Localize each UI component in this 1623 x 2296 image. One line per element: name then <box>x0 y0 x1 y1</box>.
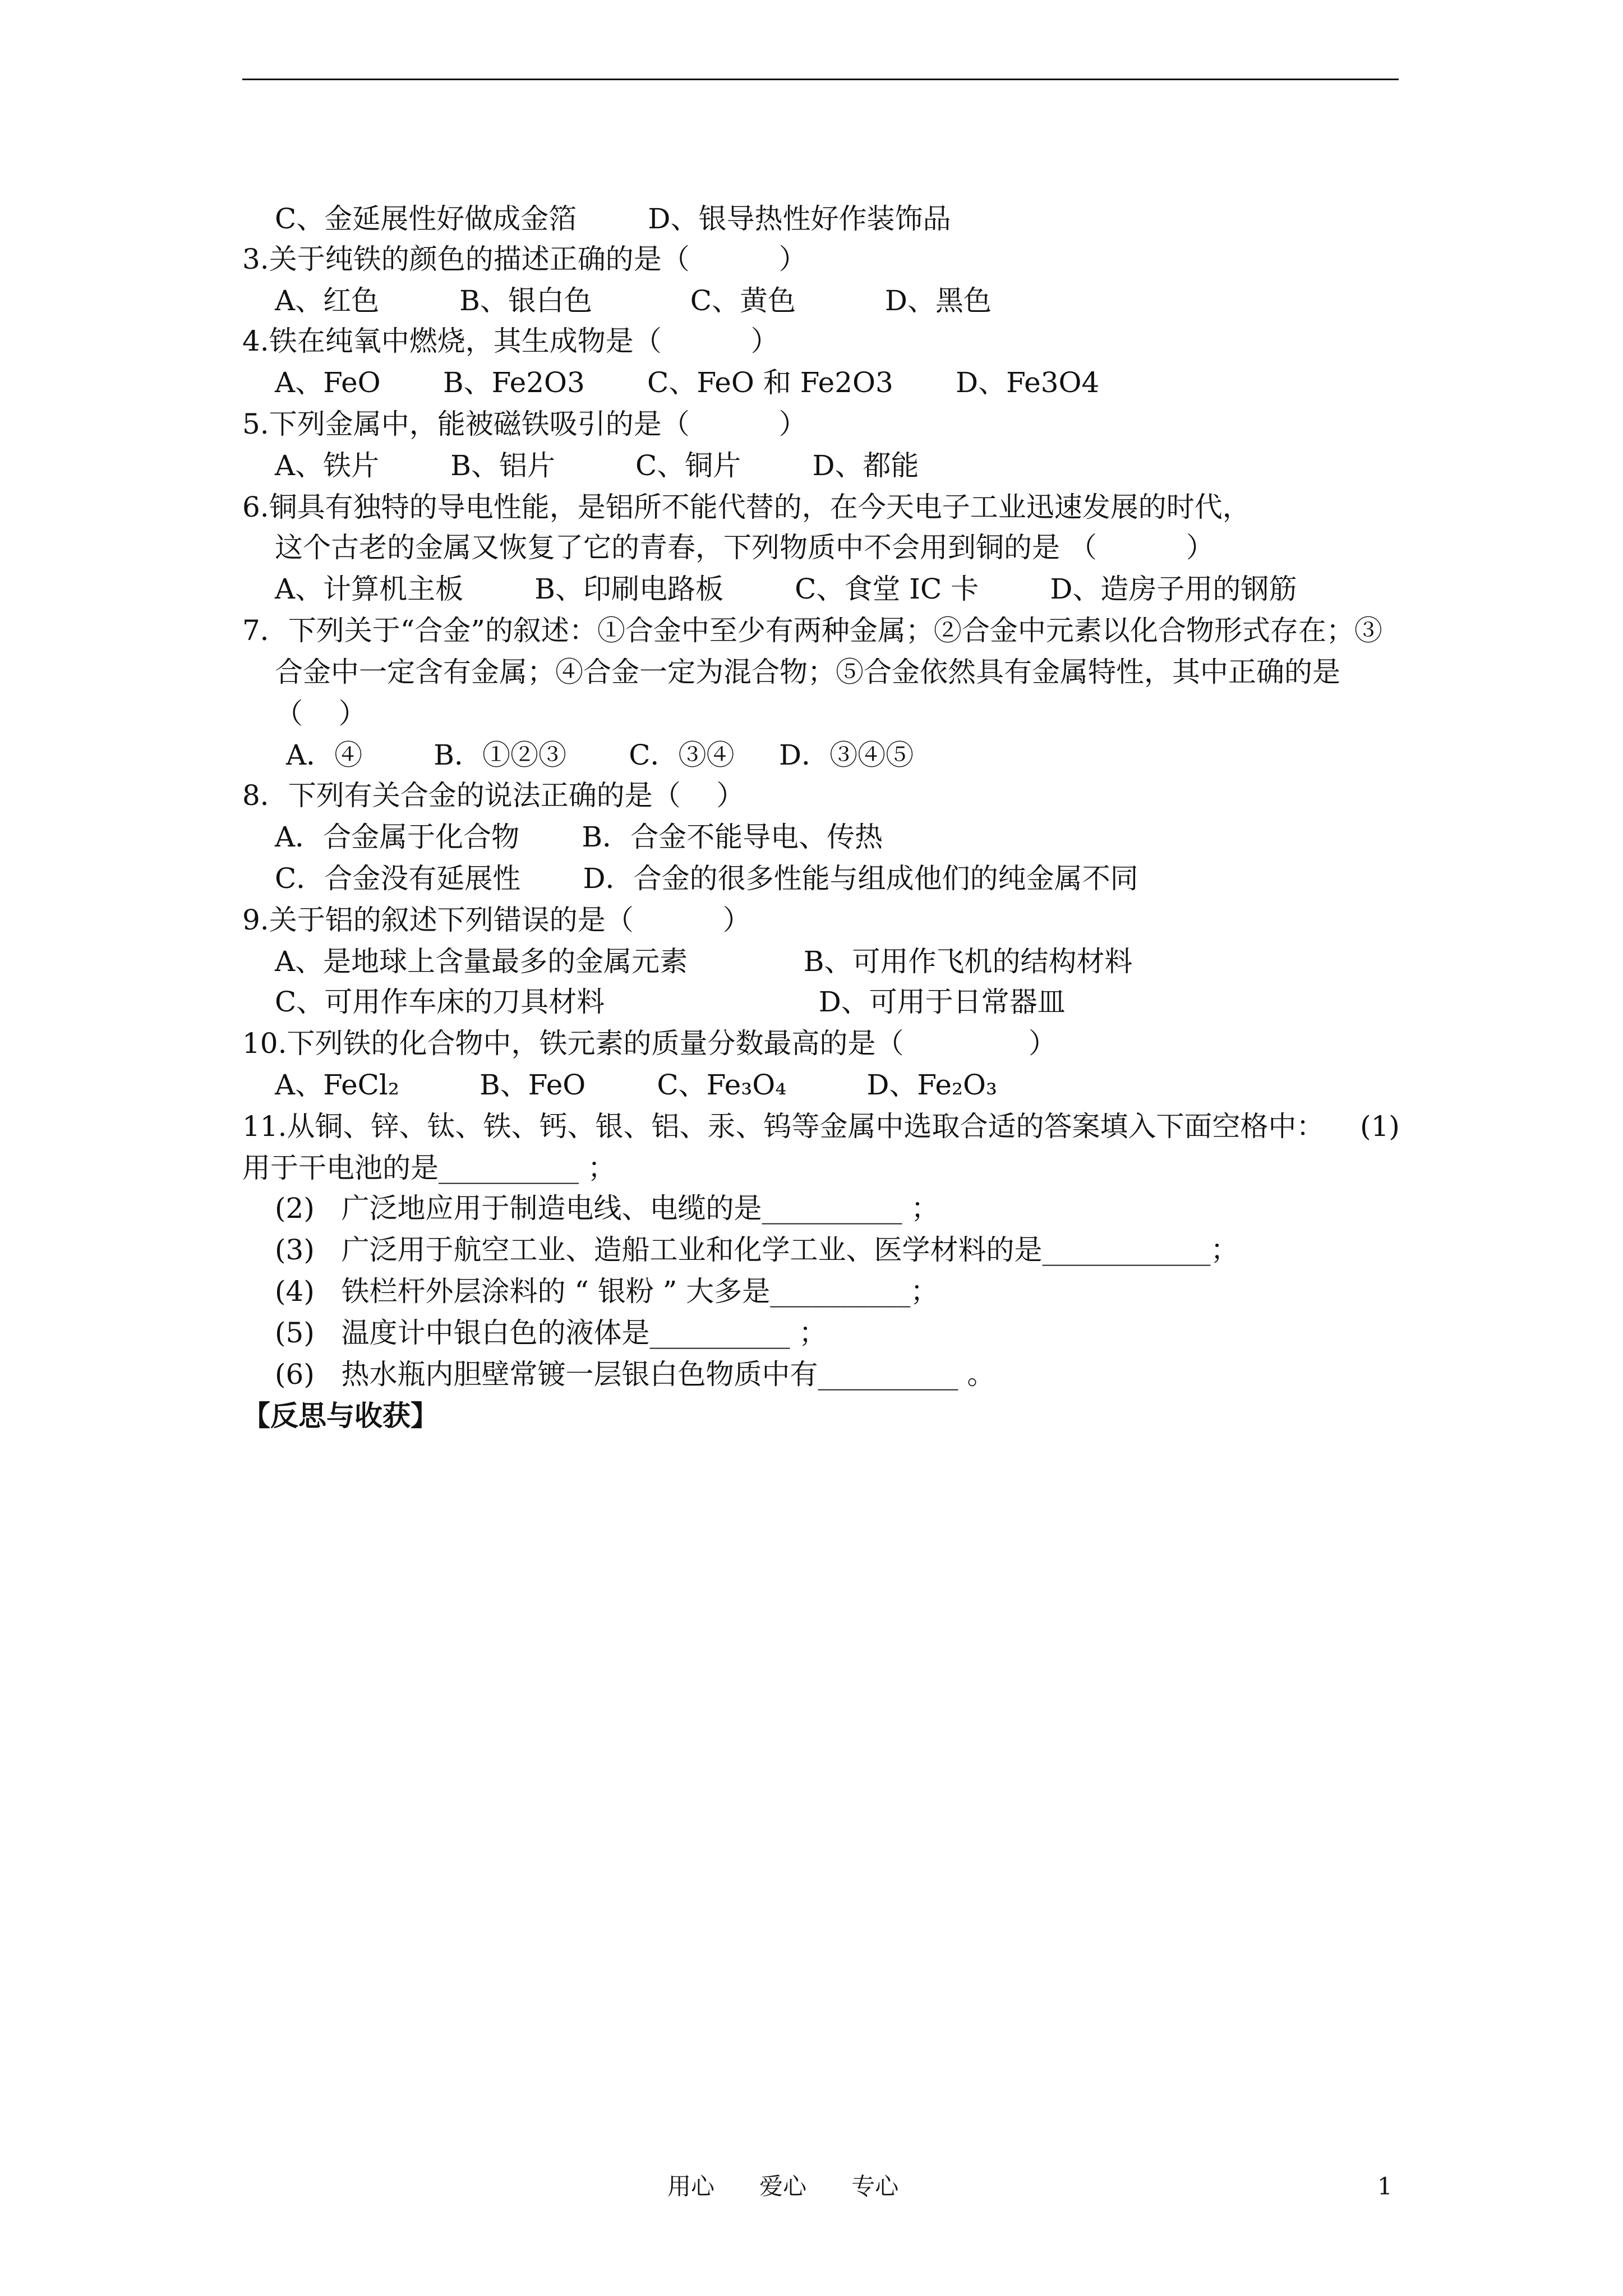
q2-option-line: C、金延展性好做成金箔 D、银导热性好作装饰品 <box>275 203 951 235</box>
q11-question: 11.从铜、锌、钛、铁、钙、银、铝、汞、钨等金属中选取合适的答案填入下面空格中： (1) <box>242 1110 1400 1143</box>
q7-question-line1: 7．下列关于“合金”的叙述：①合金中至少有两种金属；②合金中元素以化合物形式存在；③ <box>242 614 1382 647</box>
q11-item-2: (2) 广泛地应用于制造电线、电缆的是__________ ； <box>275 1192 939 1225</box>
q5-options: A、铁片 B、铝片 C、铜片 D、都能 <box>275 449 919 482</box>
q3-options: A、红色 B、银白色 C、黄色 D、黑色 <box>275 284 992 317</box>
q9-options-cd: C、可用作车床的刀具材料 D、可用于日常器皿 <box>275 986 1066 1018</box>
q3-question: 3.关于纯铁的颜色的描述正确的是（ ） <box>242 243 807 275</box>
footer-motto: 用心 爱心 专心 <box>667 2173 899 2200</box>
q11-item-4: (4) 铁栏杆外层涂料的 “ 银粉 ” 大多是__________； <box>275 1275 939 1308</box>
q8-options-ab: A．合金属于化合物 B．合金不能导电、传热 <box>275 821 883 853</box>
q11-item-5: (5) 温度计中银白色的液体是__________ ； <box>275 1317 827 1349</box>
q11-item-3: (3) 广泛用于航空工业、造船工业和化学工业、医学材料的是____________； <box>275 1234 1239 1266</box>
q6-question-line1: 6.铜具有独特的导电性能，是铝所不能代替的，在今天电子工业迅速发展的时代， <box>242 491 1251 523</box>
q7-answer-bracket: （ ） <box>275 697 367 730</box>
q10-question: 10.下列铁的化合物中，铁元素的质量分数最高的是（ ） <box>242 1027 1057 1060</box>
q6-question-line2: 这个古老的金属又恢复了它的青春，下列物质中不会用到铜的是 （ ） <box>275 531 1214 564</box>
header-rule <box>242 79 1399 80</box>
q8-options-cd: C．合金没有延展性 D．合金的很多性能与组成他们的纯金属不同 <box>275 862 1138 895</box>
q11-item-1: 用于干电池的是__________ ； <box>242 1152 616 1184</box>
q5-question: 5.下列金属中，能被磁铁吸引的是（ ） <box>242 408 807 440</box>
reflection-heading: 【反思与收获】 <box>242 1399 439 1432</box>
q4-options: A、FeO B、Fe2O3 C、FeO 和 Fe2O3 D、Fe3O4 <box>275 366 1100 399</box>
q7-options: A．④ B．①②③ C．③④ D．③④⑤ <box>286 739 914 771</box>
q9-options-ab: A、是地球上含量最多的金属元素 B、可用作飞机的结构材料 <box>275 945 1133 978</box>
q4-question: 4.铁在纯氧中燃烧，其生成物是（ ） <box>242 325 779 357</box>
q11-item-6: (6) 热水瓶内胆壁常镀一层银白色物质中有__________ 。 <box>275 1358 995 1391</box>
q6-options: A、计算机主板 B、印刷电路板 C、食堂 IC 卡 D、造房子用的钢筋 <box>275 573 1297 605</box>
q7-question-line2: 合金中一定含有金属；④合金一定为混合物；⑤合金依然具有金属特性，其中正确的是 <box>275 656 1340 688</box>
q9-question: 9.关于铝的叙述下列错误的是（ ） <box>242 904 751 936</box>
page-number: 1 <box>1377 2173 1393 2200</box>
q8-question: 8．下列有关合金的说法正确的是（ ） <box>242 779 745 812</box>
q10-options: A、FeCl₂ B、FeO C、Fe₃O₄ D、Fe₂O₃ <box>275 1069 998 1101</box>
